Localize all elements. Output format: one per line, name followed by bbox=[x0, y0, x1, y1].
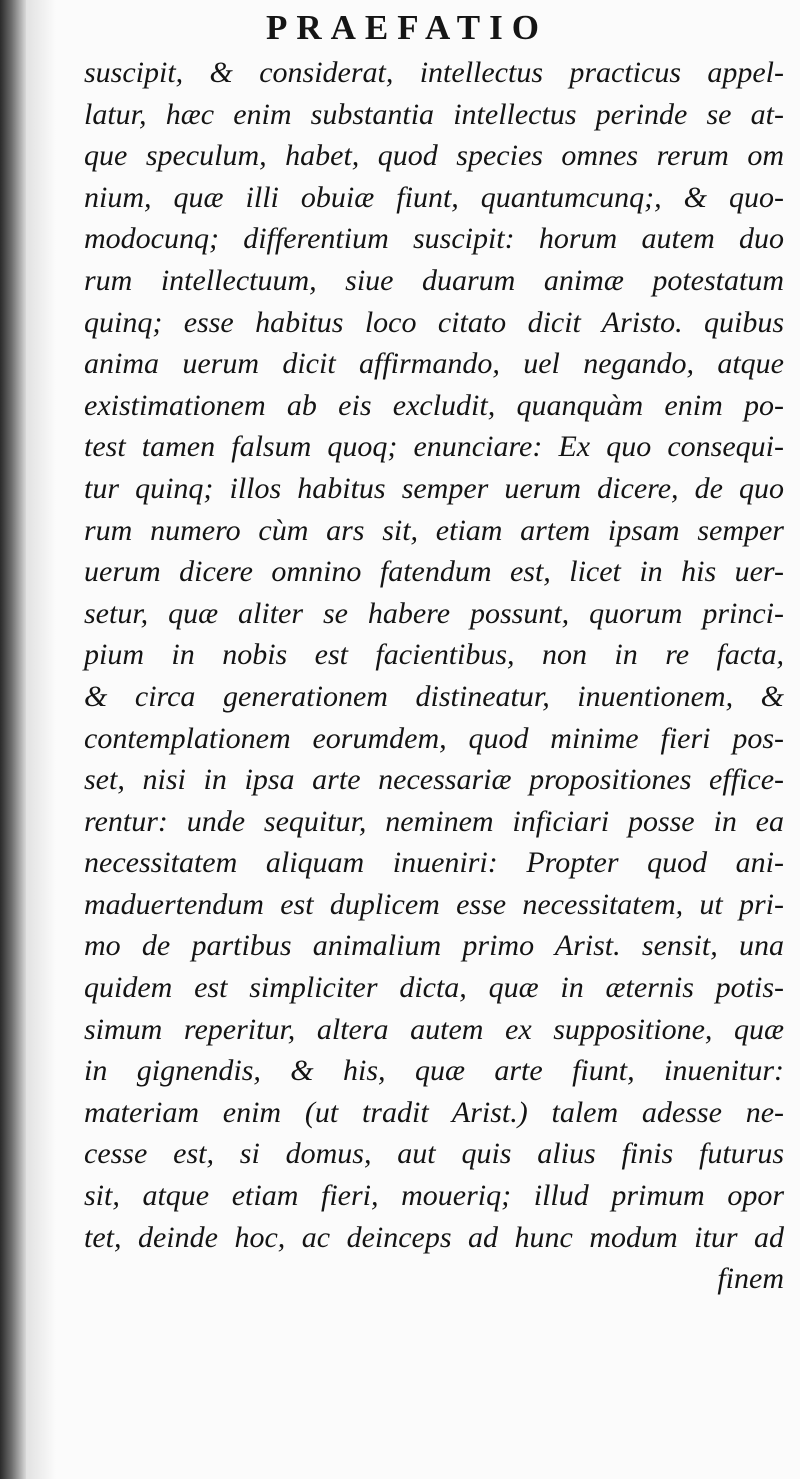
text-line: latur, hæc enim substantia intellectus perinde se at- bbox=[84, 97, 784, 131]
text-line: necessitatem aliquam inueniri: Propter quod ani- bbox=[84, 846, 784, 880]
text-line: materiam enim (ut tradit Arist.) talem adesse ne- bbox=[84, 1095, 784, 1129]
page-header: PRAEFATIO bbox=[266, 8, 548, 47]
text-line: rentur: unde sequitur, neminem inficiari posse in ea bbox=[84, 804, 784, 838]
text-line: contemplationem eorumdem, quod minime fieri pos- bbox=[84, 721, 784, 755]
text-line: in gignendis, & his, quæ arte fiunt, inuenitur: bbox=[84, 1054, 784, 1088]
text-line: rum intellectuum, siue duarum animæ potestatum bbox=[84, 263, 784, 297]
text-line: tur quinq; illos habitus semper uerum dicere, de quo bbox=[84, 471, 784, 505]
gutter-shadow bbox=[26, 0, 56, 1479]
text-line: que speculum, habet, quod species omnes rerum om bbox=[84, 139, 784, 173]
text-line: existimationem ab eis excludit, quanquàm enim po- bbox=[84, 388, 784, 422]
text-line: simum reperitur, altera autem ex suppositione, quæ bbox=[84, 1012, 784, 1046]
text-line: quidem est simpliciter dicta, quæ in æternis potis- bbox=[84, 971, 784, 1005]
text-line: tet, deinde hoc, ac deinceps ad hunc modum itur ad bbox=[84, 1220, 784, 1254]
text-line: rum numero cùm ars sit, etiam artem ipsam semper bbox=[84, 513, 784, 547]
text-line: uerum dicere omnino fatendum est, licet in his uer- bbox=[84, 555, 784, 589]
text-line: set, nisi in ipsa arte necessariæ propositiones effice- bbox=[84, 763, 784, 797]
text-line: quinq; esse habitus loco citato dicit Aristo. quibus bbox=[84, 305, 784, 339]
text-line: nium, quæ illi obuiæ fiunt, quantumcunq;, & quo- bbox=[84, 180, 784, 214]
text-line: suscipit, & considerat, intellectus practicus appel- bbox=[84, 56, 784, 89]
text-line: sit, atque etiam fieri, moueriq; illud primum opor bbox=[84, 1179, 784, 1213]
catchword: finem bbox=[717, 1262, 784, 1296]
text-line: & circa generationem distineatur, inuentionem, & bbox=[84, 679, 784, 713]
text-line: pium in nobis est facientibus, non in re facta, bbox=[84, 638, 784, 672]
text-line: maduertendum est duplicem esse necessitatem, ut pri- bbox=[84, 887, 784, 921]
binding-gutter bbox=[0, 0, 26, 1479]
text-line: anima uerum dicit affirmando, uel negando, atque bbox=[84, 347, 784, 381]
text-line: test tamen falsum quoq; enunciare: Ex quo consequi- bbox=[84, 430, 784, 464]
text-line: modocunq; differentium suscipit: horum autem duo bbox=[84, 222, 784, 256]
text-line: cesse est, si domus, aut quis alius finis futurus bbox=[84, 1137, 784, 1171]
text-line: mo de partibus animalium primo Arist. sensit, una bbox=[84, 929, 784, 963]
body-text bbox=[84, 52, 784, 1300]
text-line: setur, quæ aliter se habere possunt, quorum princi- bbox=[84, 596, 784, 630]
